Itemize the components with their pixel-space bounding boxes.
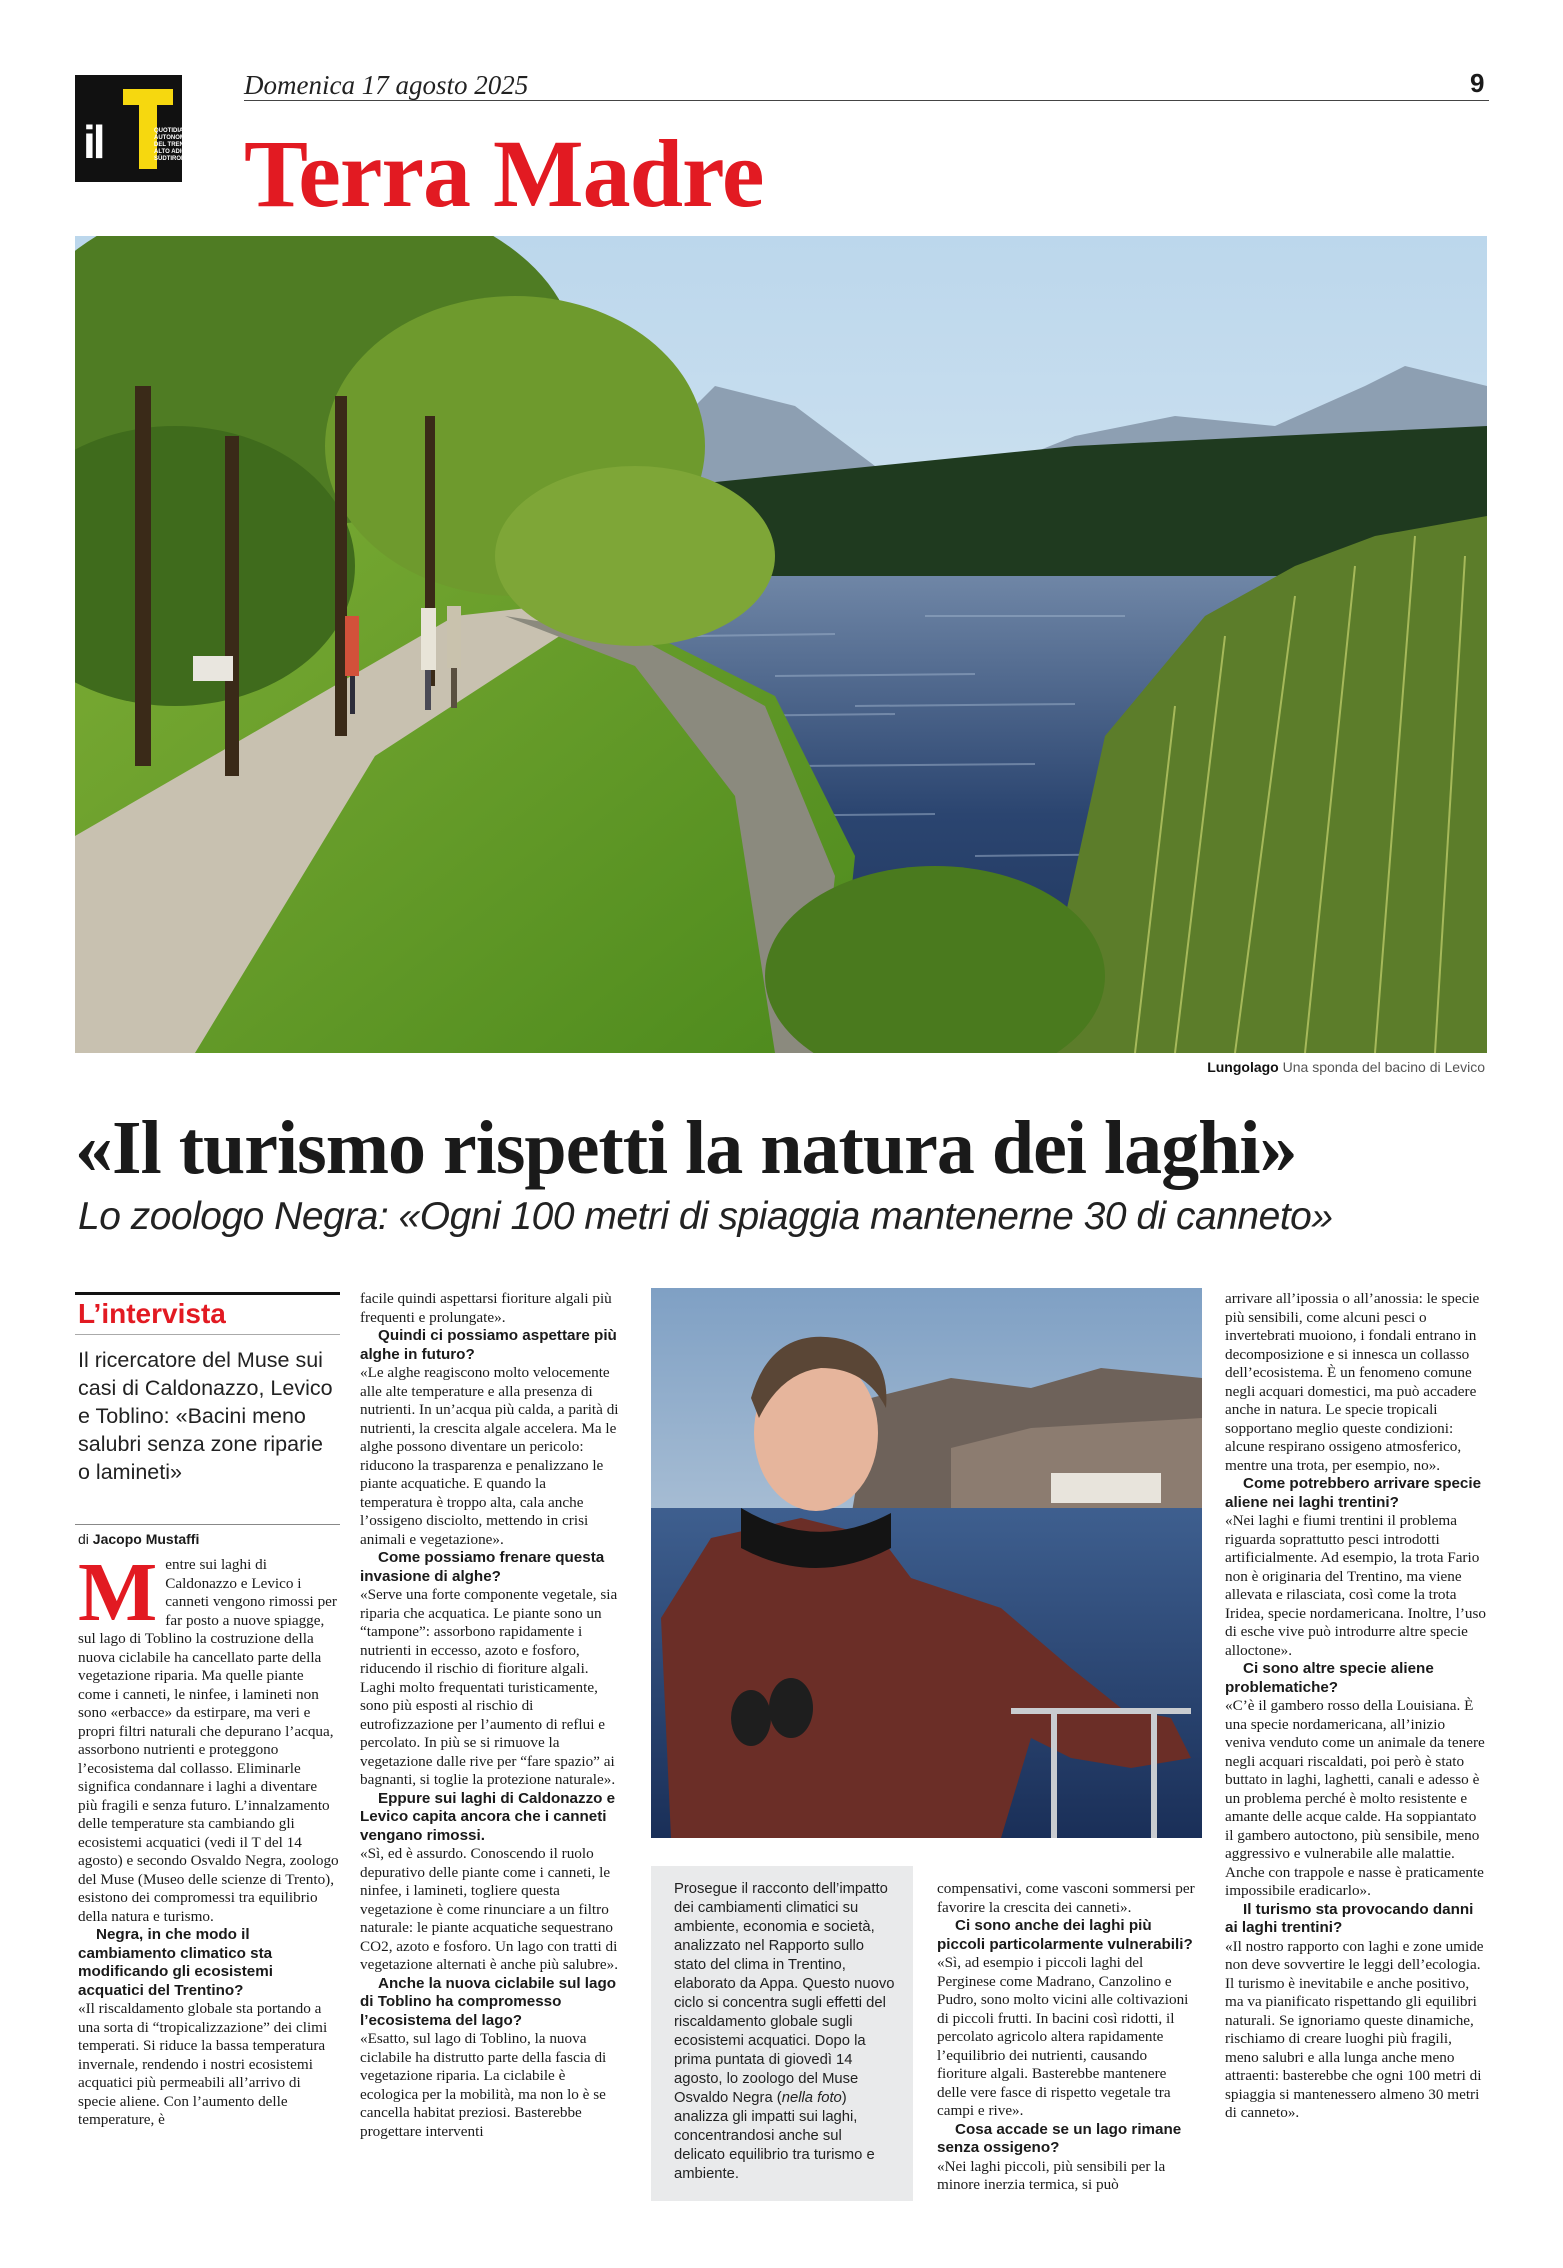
article-column-1: [78, 1546, 340, 2130]
context-boxout-text: [674, 1880, 896, 2184]
question: Negra, in che modo il cambiamento climatico sta modificando gli ecosistemi acquatici del Trentino?: [78, 1926, 273, 1999]
question: Il turismo sta provocando danni ai laghi trentini?: [1225, 1900, 1474, 1936]
question: Eppure sui laghi di Caldonazzo e Levico capita ancora che i canneti vengano rimossi.: [360, 1789, 616, 1844]
header-rule: [244, 100, 1489, 101]
answer: «Sì, ed è assurdo. Conoscendo il ruolo depurativo delle piante come i canneti, le ninfee, i lamineti, togliere questa vegetazione è come rinunciare a un filtro naturale: le piante acquatiche sequestrano CO2, azoto e fosforo. Un lago con tratti di vegetazione alternati è anche più salubre».: [360, 1845, 619, 1973]
article-column-4: [937, 1880, 1199, 2195]
answer: «Esatto, sul lago di Toblino, la nuova ciclabile ha distrutto parte della fascia di vegetazione riparia. La ciclabile è ecologica per la mobilità, ma non lo è se cancella habitat preziosi. Basterebbe progettare interventi: [360, 2030, 607, 2140]
answer: «Le alghe reagiscono molto velocemente alle alte temperature e alla presenza di nutrienti. In un’acqua più calda, a parità di nutrienti, la crescita algale accelera. Ma le alghe possono diventare un pericolo: riducono la trasparenza e penalizzano le piante acquatiche. E quando la temperatura è troppo alta, cala anche l’ossigeno disciolto, mettendo in crisi animali e vegetazione».: [360, 1364, 619, 1548]
answer: «Sì, ad esempio i piccoli laghi del Perginese come Madrano, Canzolino e Pudro, sono molto vicini alle coltivazioni di piccoli frutti. In bacini così ridotti, il percolato agricolo altera rapidamente l’equilibrio dei nutrienti, causando fioriture algali. Basterebbe mantenere delle vere fasce di rispetto vegetale tra campi e rive».: [937, 1954, 1189, 2119]
byline-prefix: di: [78, 1531, 89, 1547]
answer: «Il riscaldamento globale sta portando a una sorta di “tropicalizzazione” dei climi temperati. Si riduce la bassa temperatura invernale, rendendo i nostri ecosistemi acquatici più permeabili all’arrivo di specie aliene. Con l’aumento delle temperature, è: [78, 2000, 328, 2128]
question: Ci sono altre specie aliene problematiche?: [1225, 1660, 1434, 1696]
kicker-rule-thin: [75, 1334, 340, 1335]
answer: «Il nostro rapporto con laghi e zone umide non deve sovvertire le leggi dell’ecologia. Il turismo è inevitabile e anche positivo, ma va pianificato rispettando gli equilibri naturali. Se ignoriamo queste dinamiche, rischiamo di creare luoghi più fragili, meno salubri e alla lunga anche meno attraenti: basterebbe che ogni 100 metri di spiaggia si mantenessero almeno 30 metri di canneto».: [1225, 1937, 1484, 2121]
photo-caption: [1207, 1059, 1485, 1075]
article-summary: Il ricercatore del Muse sui casi di Caldonazzo, Levico e Toblino: «Bacini meno salubri senza zone riparie o lamineti»: [78, 1348, 333, 1484]
answer: «Nei laghi piccoli, più sensibili per la minore inerzia termica, si può: [937, 2157, 1166, 2193]
article-headline: «Il turismo rispetti la natura dei laghi»: [75, 1106, 1297, 1190]
caption-label: Lungolago: [1207, 1059, 1279, 1075]
question: Ci sono anche dei laghi più piccoli particolarmente vulnerabili?: [937, 1917, 1193, 1953]
portrait-illustration: [651, 1288, 1202, 1838]
portrait-photo: [651, 1288, 1202, 1838]
logo-il-text: il: [83, 116, 103, 168]
answer: compensativi, come vasconi sommersi per favorire la crescita dei canneti».: [937, 1880, 1195, 1916]
question: Come potrebbero arrivare specie aliene nei laghi trentini?: [1225, 1475, 1482, 1511]
lake-photo-illustration: [75, 236, 1487, 1053]
page-number: 9: [1470, 68, 1485, 98]
article-subhead: Lo zoologo Negra: «Ogni 100 metri di spiaggia mantenerne 30 di canneto»: [78, 1195, 1333, 1238]
caption-text: Una sponda del bacino di Levico: [1282, 1059, 1485, 1075]
answer: arrivare all’ipossia o all’anossia: le specie più sensibili, come alcuni pesci o invertebrati muoiono, i fondali entrano in decomposizione e si innesca un collasso dell’ecosistema. È un fenomeno comune negli acquari domestici, ma può accadere anche in natura. Le specie tropicali sopportano meglio queste condizioni: alcune respirano ossigeno atmosferico, mentre una trota, per esempio, no».: [1225, 1290, 1480, 1474]
issue-date: Domenica 17 agosto 2025: [244, 70, 529, 100]
question: Anche la nuova ciclabile sul lago di Toblino ha compromesso l’ecosistema del lago?: [360, 1974, 617, 2029]
lake-photo: [75, 236, 1487, 1053]
section-title: Terra Madre: [244, 120, 764, 227]
lead-paragraph: [78, 1546, 340, 1926]
question: Come possiamo frenare questa invasione di alghe?: [360, 1549, 605, 1585]
byline-author: Jacopo Mustaffi: [92, 1531, 200, 1547]
kicker-rule: [75, 1292, 340, 1295]
article-column-5: [1225, 1290, 1487, 2123]
logo-tagline: QUOTIDIANO AUTONOMO DEL TRENTINO ALTO ADIGE / SÜDTIROL: [154, 128, 199, 162]
byline: [78, 1531, 199, 1547]
boxout-text-italic: nella foto: [781, 2090, 842, 2106]
answer: facile quindi aspettarsi fioriture algali più frequenti e prolungate».: [360, 1290, 612, 1326]
drop-cap: M: [78, 1546, 158, 1639]
byline-rule: [75, 1524, 340, 1525]
answer: «Nei laghi e fiumi trentini il problema riguarda soprattutto pesci introdotti artificialmente. Ad esempio, la trota Fario non è originaria del Trentino, ma viene allevata e rilasciata, così come la trota Iridea, specie nordamericana. Inoltre, l’uso di esche vive può introdurre altre specie alloctone».: [1225, 1512, 1487, 1659]
question: Quindi ci possiamo aspettare più alghe in futuro?: [360, 1327, 617, 1363]
question: Cosa accade se un lago rimane senza ossigeno?: [937, 2120, 1182, 2156]
answer: «Serve una forte componente vegetale, sia riparia che acquatica. Le piante sono un “tampone”: assorbono rapidamente i nutrienti in eccesso, azoto e fosforo, riducendo il rischio di fioriture algali. Laghi molto frequentati turisticamente, sono più esposti al rischio di eutrofizzazione per l’aumento di reflui e percolato. In più se si rimuove la vegetazione dalle rive per “fare spazio” ai bagnanti, si toglie la protezione naturale».: [360, 1586, 618, 1788]
kicker-label: L’intervista: [78, 1298, 226, 1329]
boxout-text-start: Prosegue il racconto dell’impatto dei cambiamenti climatici su ambiente, economia e società, analizzato nel Rapporto sullo stato del clima in Trentino, elaborato da Appa. Questo nuovo ciclo si concentra sugli effetti del riscaldamento globale sugli ecosistemi acquatici. Dopo la prima puntata di giovedì 14 agosto, lo zoologo del Muse Osvaldo Negra (: [674, 1881, 895, 2106]
article-column-2: [360, 1290, 622, 2141]
lead-text: entre sui laghi di Caldonazzo e Levico i canneti vengono rimossi per far posto a nuove spiagge, sul lago di Toblino la costruzione della nuova ciclabile ha cancellato parte della vegetazione riparia. Ma quelle piante come i canneti, le ninfee, i lamineti non sono «erbacce» da estirpare, ma veri e propri filtri naturali che depurano l’acqua, assorbono nutrienti e proteggono l’ecosistema dal collasso. Eliminarle significa condannare i laghi a diventare più fragili e senza futuro. L’innalzamento delle temperature sta cambiando gli ecosistemi acquatici (vedi il T del 14 agosto) e secondo Osvaldo Negra, zoologo del Muse (Museo delle scienze di Trento), esistono dei compromessi tra equilibrio della natura e turismo.: [78, 1556, 339, 1925]
answer: «C’è il gambero rosso della Louisiana. È una specie nordamericana, all’inizio veniva venduto come un animale da tenere negli acquari riscaldati, poi però è stato buttato in laghi, laghetti, canali e adesso è un problema perché è molto resistente e amante delle acque calde. Ha soppiantato il gambero autoctono, più sensibile, meno aggressivo e vulnerabile alle malattie. Anche con trappole e nasse è praticamente impossibile eradicarlo».: [1225, 1697, 1485, 1899]
boxout-text-end: ) analizza gli impatti sui laghi, concentrandosi anche sul delicato equilibrio tra turismo e ambiente.: [674, 2090, 875, 2182]
